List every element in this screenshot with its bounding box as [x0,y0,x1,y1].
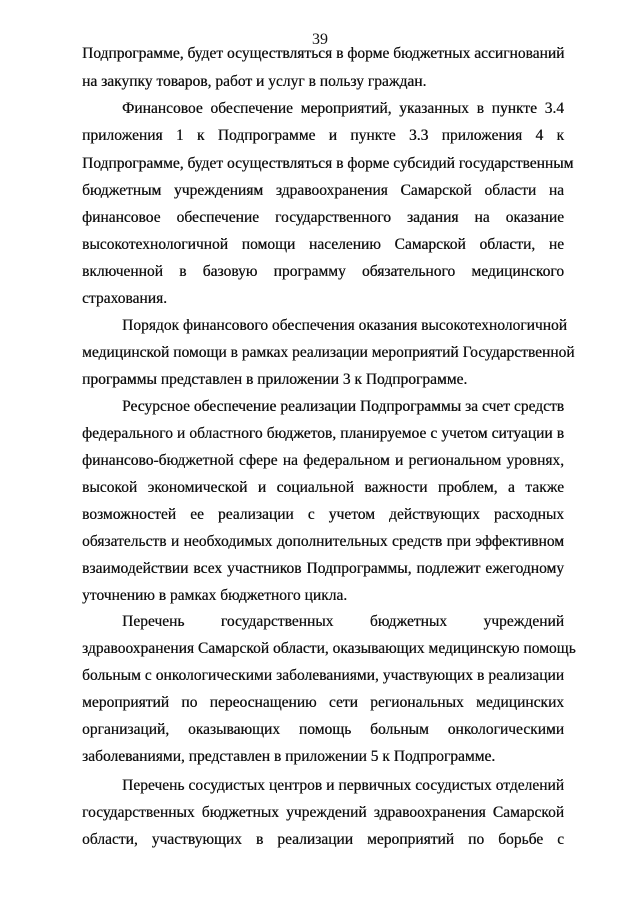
text-line: мероприятий по переоснащению сети региональных медицинских [82,694,564,711]
page-number: 39 [312,31,328,48]
text-line: финансово-бюджетной сфере на федеральном и региональном уровнях, [82,452,564,469]
text-line: Порядок финансового обеспечения оказания высокотехнологичной [122,317,567,334]
text-line: Подпрограмме, будет осуществляться в форме субсидий государственным [82,155,574,172]
text-line: Перечень сосудистых центров и первичных сосудистых отделений [122,777,564,794]
text-line: больным с онкологическими заболеваниями, участвующих в реализации [82,667,564,684]
text-line: Ресурсное обеспечение реализации Подпрограммы за счет средств [122,398,564,415]
text-line: на закупку товаров, работ и услуг в пользу граждан. [82,73,427,90]
text-line: бюджетным учреждениям здравоохранения Самарской области на [82,182,564,199]
text-line: Финансовое обеспечение мероприятий, указанных в пункте 3.4 [122,100,564,117]
text-line: обязательств и необходимых дополнительных средств при эффективном [82,533,564,550]
text-line: страхования. [82,290,167,307]
text-line: государственных бюджетных учреждений здравоохранения Самарской [82,804,564,821]
text-line: программы представлен в приложении 3 к Подпрограмме. [82,371,468,388]
text-line: высокотехнологичной помощи населению Самарской области, не [82,236,564,253]
text-line: финансовое обеспечение государственного задания на оказание [82,209,564,226]
text-line: области, участвующих в реализации мероприятий по борьбе с [82,831,564,848]
text-line: медицинской помощи в рамках реализации мероприятий Государственной [82,344,575,361]
text-line: возможностей ее реализации с учетом действующих расходных [82,506,564,523]
text-line: взаимодействии всех участников Подпрограммы, подлежит ежегодному [82,560,564,577]
text-line: федерального и областного бюджетов, планируемое с учетом ситуации в [82,425,564,442]
text-line: Подпрограмме, будет осуществляться в форме бюджетных ассигнований [82,45,565,62]
text-line: заболеваниями, представлен в приложении 5 к Подпрограмме. [82,748,496,765]
text-line: высокой экономической и социальной важности проблем, а также [82,479,564,496]
text-line: приложения 1 к Подпрограмме и пункте 3.3 приложения 4 к [82,127,564,144]
text-line: организаций, оказывающих помощь больным онкологическими [82,721,564,738]
text-line: включенной в базовую программу обязательного медицинского [82,263,564,280]
text-line: уточнению в рамках бюджетного цикла. [82,587,348,604]
text-line: Перечень государственных бюджетных учреждений [122,613,564,630]
text-line: здравоохранения Самарской области, оказывающих медицинскую помощь [82,640,576,657]
